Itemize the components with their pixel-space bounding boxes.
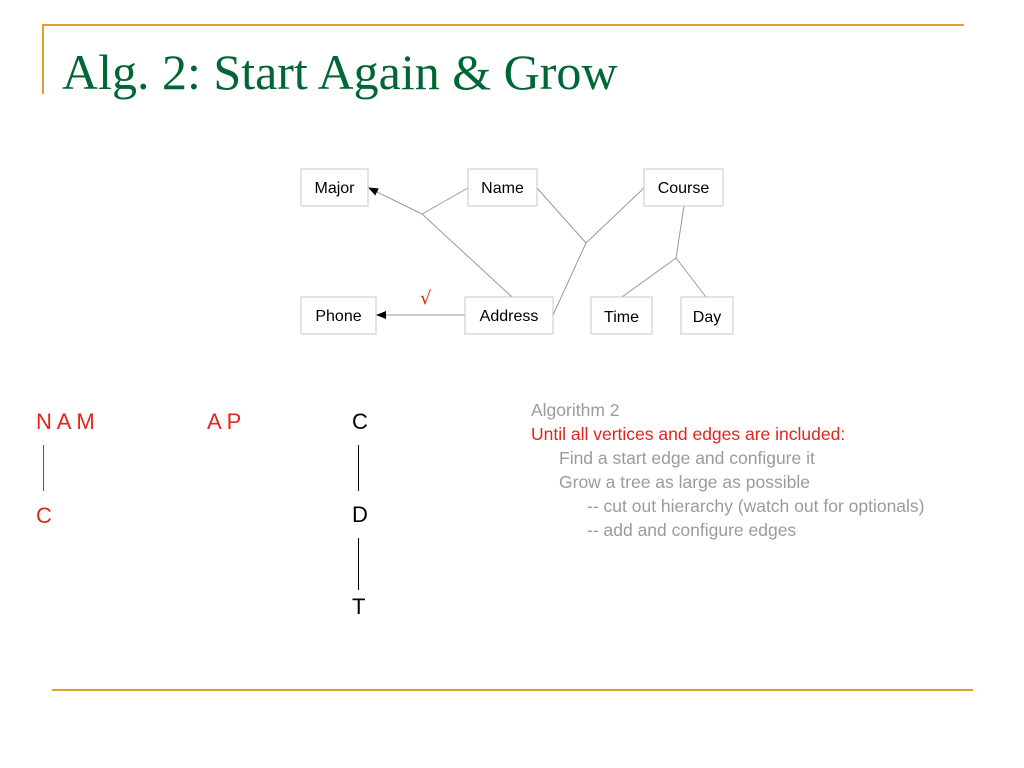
edge-name-junction2	[537, 188, 586, 243]
node-major-label: Major	[314, 180, 355, 197]
node-day	[681, 297, 733, 334]
tree1-connector	[43, 445, 44, 491]
tree3-middle: D	[352, 502, 368, 527]
algorithm-step-until: Until all vertices and edges are included:	[531, 424, 846, 444]
algorithm-step-grow: Grow a tree as large as possible	[559, 472, 810, 492]
algorithm-step-add: -- add and configure edges	[587, 520, 797, 540]
edge-course-junction3	[676, 206, 684, 258]
tree1-bottom: C	[36, 503, 52, 528]
node-major	[301, 169, 368, 206]
tree3-top: C	[352, 409, 368, 434]
node-name	[468, 169, 537, 206]
node-time	[591, 297, 652, 334]
node-time-label: Time	[604, 309, 639, 326]
node-address-label: Address	[479, 308, 539, 325]
node-course-label: Course	[657, 180, 710, 197]
slide-title: Alg. 2: Start Again & Grow	[62, 44, 618, 100]
edge-junction2-address	[553, 243, 586, 315]
algorithm-step-cut: -- cut out hierarchy (watch out for optionals)	[587, 496, 925, 516]
edge-junction3-time	[622, 258, 676, 297]
tree3-bottom: T	[352, 594, 366, 619]
node-name-label: Name	[481, 180, 524, 197]
edge-course-junction2	[586, 188, 644, 243]
tree2-top: A P	[207, 409, 242, 434]
edge-junction1-major	[369, 188, 422, 214]
node-course	[644, 169, 723, 206]
tree3-connector-1	[358, 445, 359, 491]
check-mark: √	[420, 288, 432, 309]
edge-address-junction1	[422, 214, 512, 297]
node-address	[465, 297, 553, 334]
edge-name-junction1	[422, 188, 468, 214]
node-phone	[301, 297, 376, 334]
node-phone-label: Phone	[315, 308, 362, 325]
tree1-top: N A M	[36, 409, 95, 434]
tree3-connector-2	[358, 538, 359, 590]
node-day-label: Day	[692, 309, 722, 326]
algorithm-block	[531, 398, 925, 542]
edge-junction3-day	[676, 258, 706, 297]
algorithm-heading: Algorithm 2	[531, 400, 620, 420]
algorithm-step-find: Find a start edge and configure it	[559, 448, 815, 468]
